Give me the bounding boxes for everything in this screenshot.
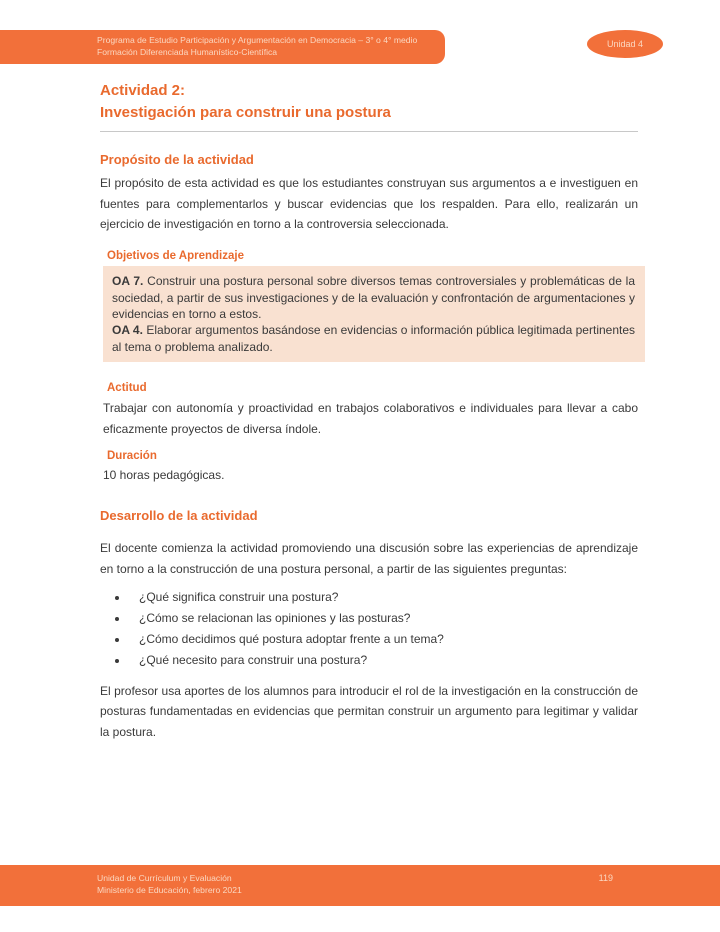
question-item: • ¿Qué significa construir una postura? <box>129 587 638 608</box>
duracion-paragraph: 10 horas pedagógicas. <box>103 467 225 482</box>
proposito-paragraph: El propósito de esta actividad es que los estudiantes construyan sus argumentos a e investiguen en fuentes para complementarlos y buscar evidencias que los respalden. Para ello, realizarán un ejercicio de investigación en torno a la controversia seleccionada. <box>100 176 638 232</box>
oa-item-label: OA 4. <box>112 323 143 338</box>
page-content <box>100 80 638 743</box>
oa-item <box>112 273 635 322</box>
header-program-banner <box>0 30 445 64</box>
duracion-heading: Duración <box>107 449 157 462</box>
title-divider <box>100 131 638 132</box>
question-item: • ¿Qué necesito para construir una postura? <box>129 650 638 671</box>
activity-title-line1: Actividad 2: <box>100 82 186 99</box>
actitud-heading: Actitud <box>107 382 147 395</box>
footer-line1: Unidad de Currículum y Evaluación <box>97 873 232 883</box>
footer-banner <box>0 865 720 906</box>
oa-item-label: OA 7. <box>112 274 144 289</box>
actitud-section <box>103 381 638 439</box>
objetivos-section <box>103 249 638 362</box>
footer-line2: Ministerio de Educación, febrero 2021 <box>97 885 242 895</box>
unit-badge <box>587 30 663 58</box>
question-item: • ¿Cómo se relacionan las opiniones y las posturas? <box>129 608 638 629</box>
header-program-line2: Formación Diferenciada Humanístico-Científica <box>97 46 278 57</box>
question-list <box>100 587 638 671</box>
oa-item-text: Elaborar argumentos basándose en evidencias o información pública legitimada pertinentes al tema o problema analizado. <box>112 323 636 354</box>
objetivos-heading: Objetivos de Aprendizaje <box>107 250 244 263</box>
duracion-section <box>103 449 638 486</box>
unit-badge-label: Unidad 4 <box>606 39 644 49</box>
question-item: • ¿Cómo decidimos qué postura adoptar frente a un tema? <box>129 629 638 650</box>
desarrollo-heading: Desarrollo de la actividad <box>100 508 258 524</box>
activity-title-line2: Investigación para construir una postura <box>100 104 391 121</box>
proposito-heading: Propósito de la actividad <box>100 152 254 167</box>
actitud-paragraph: Trabajar con autonomía y proactividad en trabajos colaborativos e individuales para llevar a cabo eficazmente proyectos de diversa índole. <box>103 401 638 436</box>
desarrollo-intro-paragraph: El docente comienza la actividad promoviendo una discusión sobre las experiencias de aprendizaje en torno a la construcción de una postura personal, a partir de las siguientes preguntas: <box>100 541 638 576</box>
objetivos-box <box>103 266 645 362</box>
desarrollo-closing-paragraph: El profesor usa aportes de los alumnos para introducir el rol de la investigación en la construcción de posturas fundamentadas en evidencias que permitan construir un argumento para legitimar y validar la postura. <box>100 683 638 740</box>
oa-item <box>112 322 635 355</box>
oa-item-text: Construir una postura personal sobre diversos temas controversiales y problemáticas de la sociedad, a partir de sus investigaciones y de la evaluación y confrontación de argumentaciones y evidencias en torno a estos. <box>112 274 636 321</box>
header-program-line1: Programa de Estudio Participación y Argumentación en Democracia – 3° o 4° medio <box>97 35 418 45</box>
page-number: 119 <box>598 873 613 883</box>
